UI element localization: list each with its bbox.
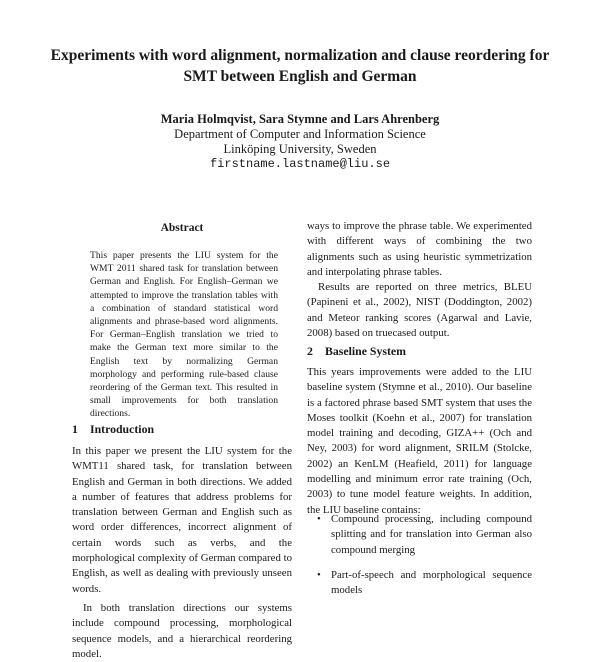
affiliation-university: Linköping University, Sweden — [223, 142, 377, 156]
title-line-2: SMT between English and German — [183, 68, 417, 85]
abstract-text: This paper presents the LIU system for the WMT 2011 shared task for translation between German and English. For English–German we attempted to improve the translation tables with a combination of standard statistical word alignments and phrase-based word alignments. For German–English translation we tried to make the German text more similar to the English text by normalizing German morphology and performing rule-based clause reordering of the German text. This resulted in small improvements for both translation directions. — [90, 250, 278, 420]
baseline-body — [307, 365, 532, 518]
baseline-paragraph: This years improvements were added to the LIU baseline system (Stymne et al., 2010). Our baseline is a factored phrase based SMT system that uses the Moses toolkit (Koehn et al., 2007) for translation model training and decoding, GIZA++ (Och and Ney, 2003) for word alignment, SRILM (Stolcke, 2002) an KenLM (Heafield, 2011) for language modelling and minimum error rate training (Och, 2003) to tune model feature weights. In addition, the LIU baseline contains: — [307, 366, 532, 516]
bullet-icon: • — [317, 568, 321, 581]
baseline-feature-list — [317, 512, 532, 608]
section-title: Baseline System — [325, 344, 406, 358]
results-paragraph: Results are reported on three metrics, BLEU (Papineni et al., 2002), NIST (Doddington, 2002) and Meteor ranking scores (Agarwal and Lavie, 2008) based on truecased output. — [307, 281, 532, 340]
baseline-heading — [307, 344, 406, 359]
introduction-body — [72, 444, 292, 662]
list-item-text: Part-of-speech and morphological sequence models — [331, 568, 532, 597]
section-number: 1 — [72, 422, 78, 436]
author-email: firstname.lastname@liu.se — [209, 157, 391, 171]
author-names: Maria Holmqvist, Sara Stymne and Lars Ahrenberg — [160, 112, 440, 126]
title-line-1: Experiments with word alignment, normalization and clause reordering for — [50, 47, 550, 64]
continued-paragraph: ways to improve the phrase table. We experimented with different ways of combining the two alignments such as using heuristic symmetrization and interpolating phrase tables. — [307, 220, 532, 278]
bullet-icon: • — [317, 513, 321, 525]
introduction-paragraph-1: In this paper we present the LIU system for the WMT11 shared task, for translation between English and German in both directions. We added a number of features that address problems for translation between German and English such as word order differences, incorrect alignment of certain words such as verbs, and the morphological complexity of German compared to English, as well as dealing with previously unseen words. — [72, 445, 292, 595]
author-block — [40, 112, 560, 172]
section-title: Introduction — [90, 422, 155, 436]
affiliation-department: Department of Computer and Information Science — [174, 127, 426, 141]
introduction-paragraph-2: In both translation directions our systems include compound processing, morphological sequence models, and a hierarchical reordering model. — [72, 601, 292, 660]
section-number: 2 — [307, 344, 313, 358]
list-item — [317, 512, 532, 558]
abstract-heading: Abstract — [160, 222, 204, 234]
introduction-heading — [72, 422, 154, 437]
list-item-text: Compound processing, including compound splitting and for translation into German also compound merging — [331, 513, 532, 556]
paper-title — [40, 45, 560, 87]
right-column-top — [307, 219, 532, 341]
list-item — [317, 568, 532, 599]
